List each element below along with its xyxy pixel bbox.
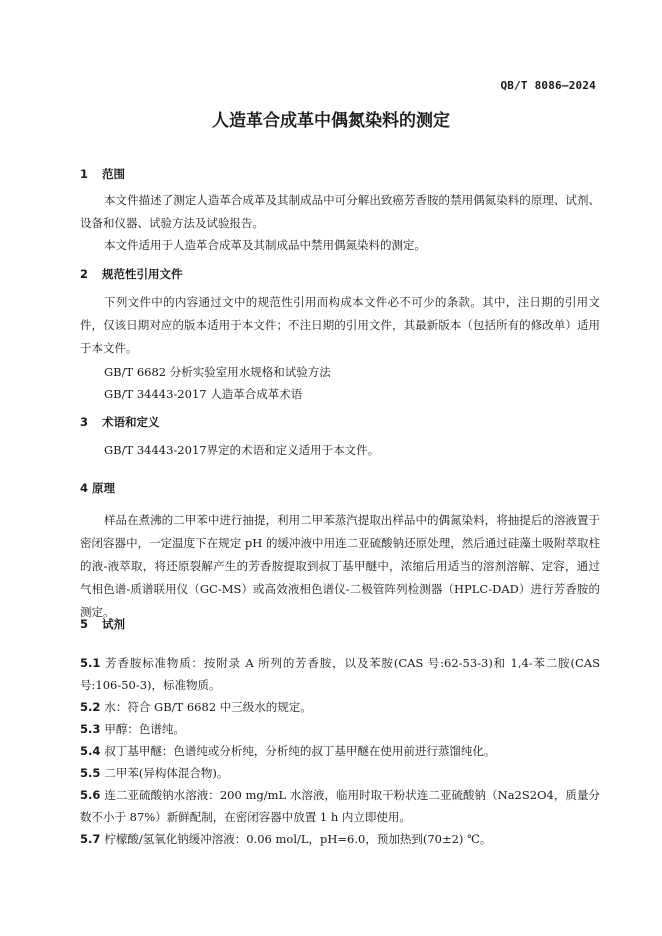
reagent-text: 二甲苯(异构体混合物)。 xyxy=(104,766,229,780)
section-2-paragraph-1: 下列文件中的内容通过文中的规范性引用而构成本文件必不可少的条款。其中，注日期的引用文件，仅该日期对应的版本适用于本文件；不注日期的引用文件，其最新版本（包括所有的修改单）适用于本文件。 xyxy=(80,295,600,355)
reagent-item xyxy=(80,652,600,696)
section-1-title: 范围 xyxy=(102,167,125,181)
document-title: 人造革合成革中偶氮染料的测定 xyxy=(212,111,450,131)
reagent-text: 水：符合 GB/T 6682 中三级水的规定。 xyxy=(104,700,312,714)
section-5-heading xyxy=(80,616,125,632)
reagent-item xyxy=(80,740,600,762)
section-5-number: 5 xyxy=(80,617,89,631)
section-1-heading xyxy=(80,166,125,182)
reagent-text: 连二亚硫酸钠水溶液：200 mg/mL 水溶液，临用时取干粉状连二亚硫酸钠（Na2S2O4，质量分数不小于 87%）新鲜配制，在密闭容器中放置 1 h 内立即使用。 xyxy=(80,788,600,824)
section-4-number: 4 xyxy=(80,481,89,495)
reagent-number: 5.2 xyxy=(80,700,101,714)
section-4-paragraph-1: 样品在煮沸的二甲苯中进行抽提，利用二甲苯蒸汽提取出样品中的偶氮染料，将抽提后的溶液置于密闭容器中，一定温度下在规定 pH 的缓冲液中用连二亚硫酸钠还原处理，然后通过硅藻土吸附萃取柱的液-液萃取，将还原裂解产生的芳香胺提取到叔丁基甲醚中，浓缩后用适当的溶剂溶解、定容，通过气相色谱-质谱联用仪（GC-MS）或高效液相色谱仪-二极管阵列检测器（HPLC-DAD）进行芳香胺的测定。 xyxy=(80,513,600,619)
section-3-title: 术语和定义 xyxy=(102,415,160,429)
reagent-number: 5.1 xyxy=(80,656,101,670)
reagent-number: 5.6 xyxy=(80,788,101,802)
reagent-item xyxy=(80,718,600,740)
section-1-number: 1 xyxy=(80,167,89,181)
reagent-number: 5.5 xyxy=(80,766,101,780)
section-4-heading xyxy=(80,480,115,496)
section-1-paragraph-1: 本文件描述了测定人造革合成革及其制成品中可分解出致癌芳香胺的禁用偶氮染料的原理、试剂、设备和仪器、试验方法及试验报告。 xyxy=(80,193,600,230)
reagent-text: 芳香胺标准物质：按附录 A 所列的芳香胺，以及苯胺(CAS 号:62-53-3)和 1,4-苯二胺(CAS 号:106-50-3)，标准物质。 xyxy=(80,656,600,692)
reagent-number: 5.4 xyxy=(80,744,101,758)
section-2-title: 规范性引用文件 xyxy=(102,267,183,281)
reagent-number: 5.3 xyxy=(80,722,101,736)
reference-gbt-6682: GB/T 6682 分析实验室用水规格和试验方法 xyxy=(104,365,331,379)
reagent-item xyxy=(80,696,600,718)
reagent-text: 甲醇：色谱纯。 xyxy=(104,722,185,736)
reagent-item xyxy=(80,762,600,784)
section-5-title: 试剂 xyxy=(102,617,125,631)
section-3-heading xyxy=(80,414,160,430)
section-3-number: 3 xyxy=(80,415,89,429)
reagent-text: 柠檬酸/氢氧化钠缓冲溶液：0.06 mol/L，pH=6.0，预加热到(70±2) ℃。 xyxy=(104,832,492,846)
standard-number: QB/T 8086—2024 xyxy=(500,79,596,92)
section-1-paragraph-2: 本文件适用于人造革合成革及其制成品中禁用偶氮染料的测定。 xyxy=(104,238,426,252)
section-2-number: 2 xyxy=(80,267,89,281)
reagent-number: 5.7 xyxy=(80,832,101,846)
reagent-item xyxy=(80,828,600,850)
section-2-heading xyxy=(80,266,183,282)
reagent-text: 叔丁基甲醚：色谱纯或分析纯，分析纯的叔丁基甲醚在使用前进行蒸馏纯化。 xyxy=(104,744,496,758)
reagent-item xyxy=(80,784,600,828)
section-4-title: 原理 xyxy=(92,481,116,495)
reference-gbt-34443: GB/T 34443-2017 人造革合成革术语 xyxy=(104,387,303,401)
section-3-paragraph-1: GB/T 34443-2017界定的术语和定义适用于本文件。 xyxy=(104,443,380,457)
